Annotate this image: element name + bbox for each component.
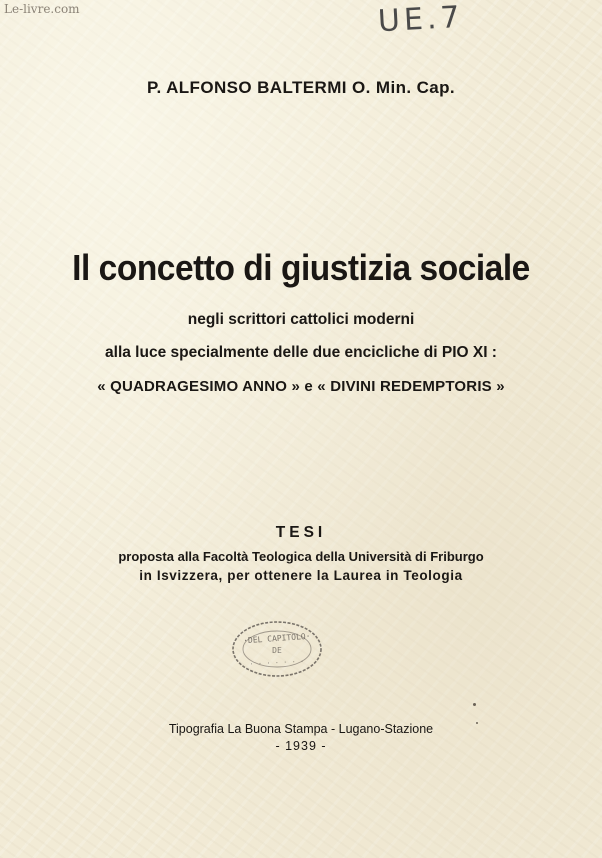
handwritten-shelf-mark: UE.7	[377, 0, 465, 40]
thesis-heading: TESI	[275, 524, 327, 541]
subtitle-line-3: « QUADRAGESIMO ANNO » e « DIVINI REDEMPTORIS »	[97, 378, 505, 395]
publication-year: - 1939 -	[275, 739, 327, 753]
thesis-line-2: in Isvizzera, per ottenere la Laurea in Teologia	[139, 568, 463, 583]
library-stamp	[230, 619, 324, 679]
svg-text:· · · · · · ·: · · · · · · ·	[249, 657, 305, 669]
author-name: P. ALFONSO BALTERMI O. Min. Cap.	[146, 78, 456, 97]
thesis-line-1: proposta alla Facoltà Teologica della Università di Friburgo	[118, 549, 484, 564]
svg-text:·DEL CAPITOLO·: ·DEL CAPITOLO·	[242, 631, 311, 646]
book-title: Il concetto di giustizia sociale	[72, 247, 530, 288]
paper-speck	[476, 722, 478, 724]
paper-speck	[473, 703, 476, 706]
subtitle-line-1: negli scrittori cattolici moderni	[187, 311, 415, 328]
watermark: Le-livre.com	[4, 2, 80, 16]
subtitle-line-2: alla luce specialmente delle due encicliche di PIO XI :	[105, 344, 497, 361]
printer-imprint: Tipografia La Buona Stampa - Lugano-Stazione	[168, 722, 434, 736]
svg-text:DE: DE	[272, 646, 282, 655]
